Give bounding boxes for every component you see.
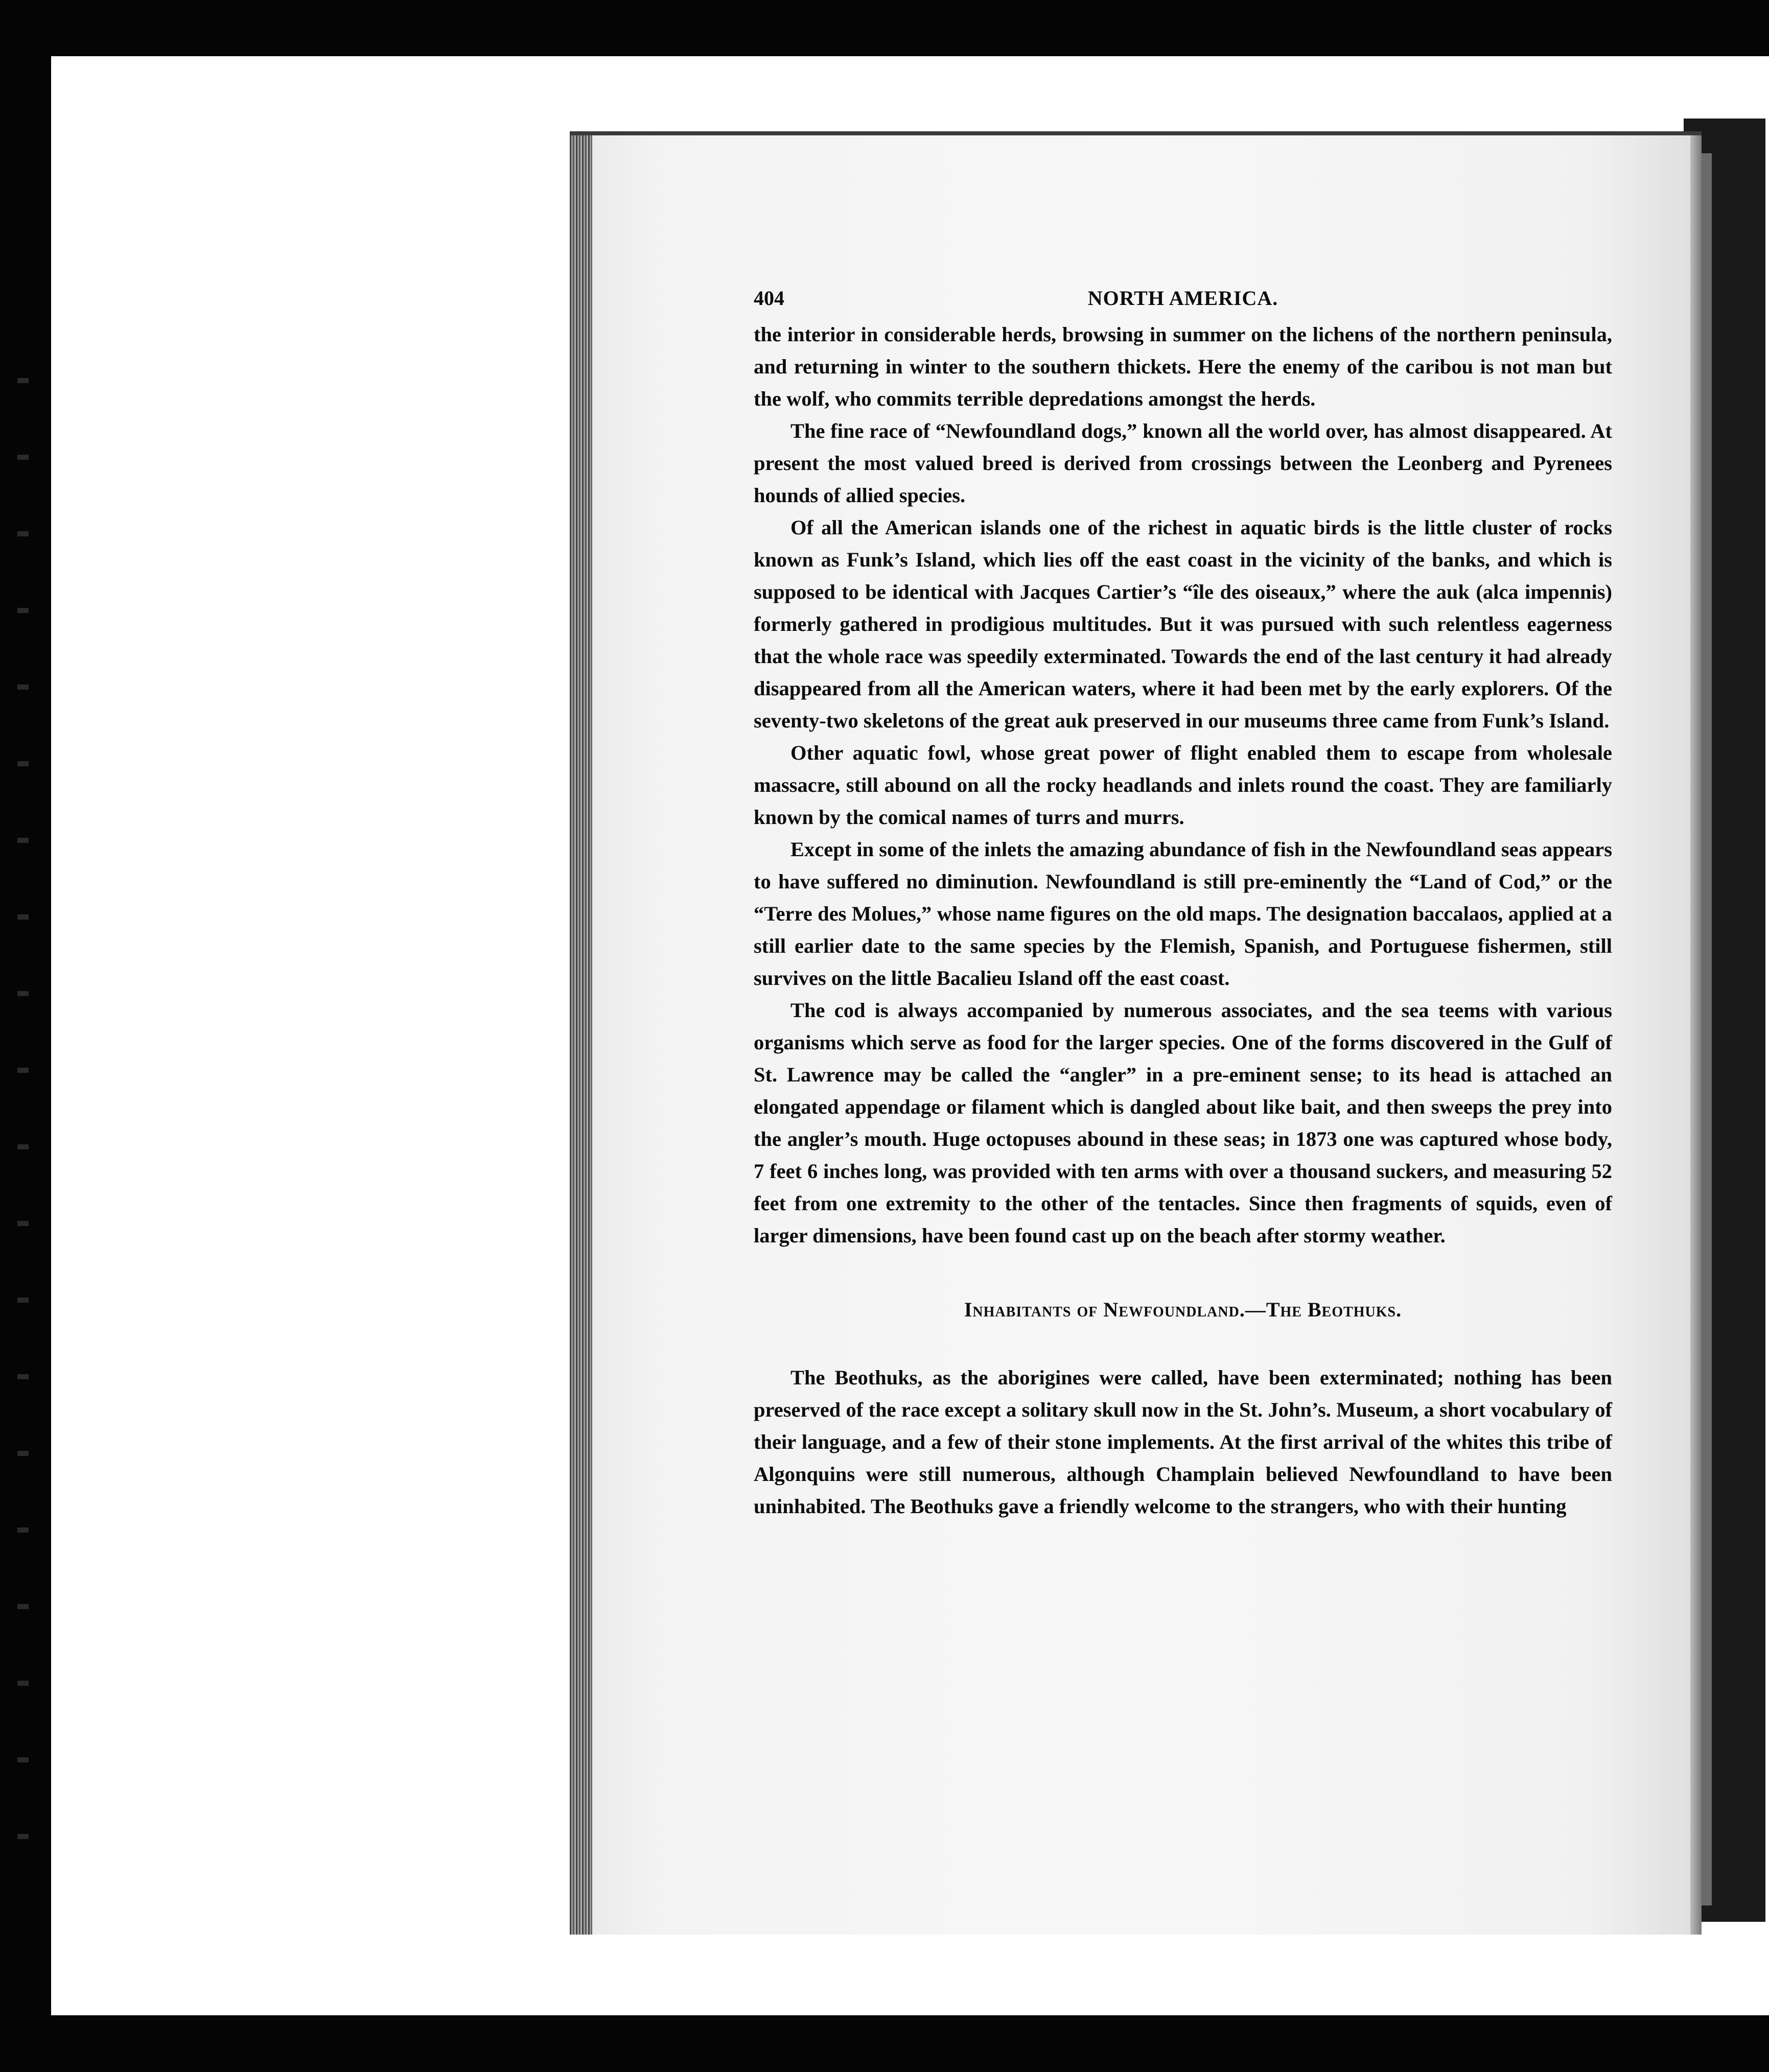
- paragraph-funks-island: Of all the American islands one of the richest in aquatic birds is the little cluster of rocks known as Funk’s Island, which lies off the east coast in the vicinity of the banks, and which is supposed to be identical with Jacques Cartier’s “île des oiseaux,” where the auk (alca impennis) formerly gathered in prodigious multitudes. But it was pursued with such relentless eagerness that the whole race was speedily exterminated. Towards the end of the last century it had already disappeared from all the American waters, where it had been met by the early explorers. Of the seventy-two skeletons of the great auk preserved in our museums three came from Funk’s Island.: [754, 516, 1612, 732]
- running-head: [754, 278, 1612, 318]
- film-border-bottom: [0, 2015, 1769, 2072]
- film-edge-ticks: [17, 307, 29, 1839]
- page-number: 404: [754, 287, 784, 310]
- film-border-top: [0, 0, 1769, 56]
- page-shadow-right: [1690, 135, 1702, 1935]
- section-heading: Inhabitants of Newfoundland.—The Beothuks.: [964, 1298, 1402, 1321]
- running-title: NORTH AMERICA.: [1087, 287, 1278, 310]
- text-block: [754, 278, 1612, 1522]
- paragraph-cod: Except in some of the inlets the amazing abundance of fish in the Newfoundland seas appears to have suffered no diminution. Newfoundland is still pre-eminently the “Land of Cod,” or the “Terre des Molues,” whose name figures on the old maps. The designation baccalaos, applied at a still earlier date to the same species by the Flemish, Spanish, and Portuguese fishermen, still survives on the little Bacalieu Island off the east coast.: [754, 838, 1612, 990]
- page-spine-edge: [570, 135, 592, 1935]
- paragraph-aquatic-fowl: Other aquatic fowl, whose great power of flight enabled them to escape from wholesale massacre, still abound on all the rocky headlands and inlets round the coast. They are familiarly known by the comical names of turrs and murrs.: [754, 741, 1612, 829]
- paragraph-caribou: the interior in considerable herds, browsing in summer on the lichens of the northern peninsula, and returning in winter to the southern thickets. Here the enemy of the caribou is not man but the wolf, who commits terrible depredations amongst the herds.: [754, 323, 1612, 410]
- paragraph-beothuks: The Beothuks, as the aborigines were called, have been exterminated; nothing has been preserved of the race except a solitary skull now in the St. John’s. Museum, a short vocabulary of their language, and a few of their stone implements. At the first arrival of the whites this tribe of Algonquins were still numerous, although Champlain believed Newfoundland to have been uninhabited. The Beothuks gave a friendly welcome to the strangers, who with their hunting: [754, 1366, 1612, 1518]
- paragraph-angler-octopus: The cod is always accompanied by numerous associates, and the sea teems with various organisms which serve as food for the larger species. One of the forms discovered in the Gulf of St. Lawrence may be called the “angler” in a pre-eminent sense; to its head is attached an elongated appendage or filament which is dangled about like bait, and then sweeps the prey into the angler’s mouth. Huge octopuses abound in these seas; in 1873 one was captured whose body, 7 feet 6 inches long, was provided with ten arms with over a thousand suckers, and measuring 52 feet from one extremity to the other of the tentacles. Since then fragments of squids, even of larger dimensions, have been found cast up on the beach after stormy weather.: [754, 999, 1612, 1247]
- paragraph-dogs: The fine race of “Newfoundland dogs,” known all the world over, has almost disappeared. At present the most valued breed is derived from crossings between the Leonberg and Pyrenees hounds of allied species.: [754, 419, 1612, 507]
